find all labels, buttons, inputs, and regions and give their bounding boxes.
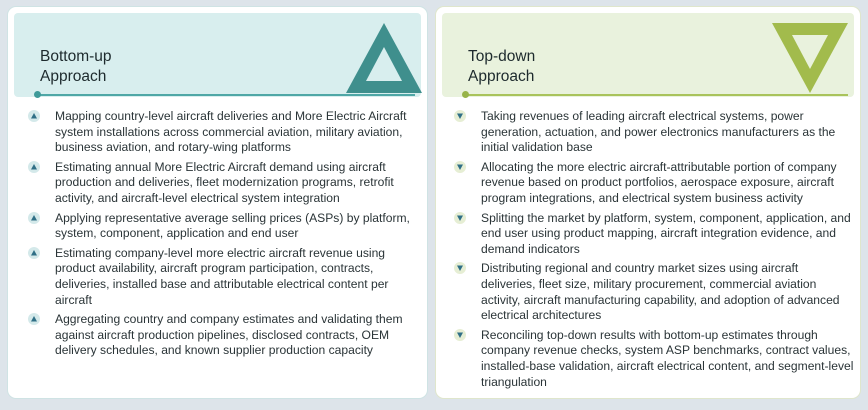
- list-item: [28, 211, 423, 242]
- list-item: [454, 160, 854, 207]
- bottom-up-list: [28, 109, 423, 363]
- top-down-header: [442, 13, 854, 97]
- triangle-down-bullet-icon: [454, 262, 466, 274]
- triangle-down-bullet-icon: [454, 161, 466, 173]
- list-item: [28, 109, 423, 156]
- triangle-up-bullet-icon: [28, 247, 40, 259]
- top-down-panel: [435, 6, 861, 399]
- bottom-up-item-text: Mapping country-level aircraft deliveries and More Electric Aircraft system installations across commercial aviation, military aviation, business aviation, and rotary-wing platforms: [55, 109, 407, 155]
- top-down-item-text: Reconciling top-down results with bottom-up estimates through company revenue checks, system ASP benchmarks, contract values, installed-base validation, aircraft electrical content, and segment-level triangulation: [481, 327, 854, 389]
- top-down-header-rule: [464, 94, 848, 96]
- list-item: [454, 261, 854, 323]
- list-item: [454, 211, 854, 258]
- list-item: [28, 312, 423, 359]
- triangle-down-bullet-icon: [454, 110, 466, 122]
- bottom-up-title: Bottom-up Approach: [40, 48, 112, 85]
- list-item: [28, 160, 423, 207]
- bottom-up-item-text: Applying representative average selling prices (ASPs) by platform, system, component, application and end user: [55, 210, 410, 241]
- top-down-list: [454, 109, 854, 394]
- bottom-up-header: [14, 13, 421, 97]
- list-item: [454, 328, 854, 390]
- top-down-item-text: Splitting the market by platform, system, component, application, and end user using product mapping, aircraft integration evidence, and demand indicators: [481, 210, 851, 256]
- triangle-up-icon: [342, 17, 426, 97]
- top-down-item-text: Allocating the more electric aircraft-attributable portion of company revenue based on product portfolios, aerospace exposure, aircraft program integrations, and electrical system business activity: [481, 159, 837, 205]
- bottom-up-header-rule: [36, 94, 415, 96]
- triangle-up-bullet-icon: [28, 313, 40, 325]
- bottom-up-rule-dot: [34, 91, 41, 98]
- bottom-up-panel: [7, 6, 428, 399]
- bottom-up-item-text: Aggregating country and company estimates and validating them against aircraft production pipelines, disclosed contracts, OEM delivery schedules, and known supplier production capacity: [55, 312, 403, 358]
- top-down-rule-dot: [462, 91, 469, 98]
- triangle-down-bullet-icon: [454, 329, 466, 341]
- top-down-title: Top-down Approach: [468, 48, 536, 85]
- top-down-item-text: Taking revenues of leading aircraft electrical systems, power generation, actuation, and power electronics manufacturers as the initial validation base: [481, 109, 836, 155]
- top-down-item-text: Distributing regional and country market sizes using aircraft deliveries, fleet size, military procurement, commercial aviation activity, aircraft manufacturing capability, and adoption of advanced electrical architectures: [481, 261, 840, 323]
- bottom-up-item-text: Estimating annual More Electric Aircraft demand using aircraft production and deliveries, fleet modernization programs, retrofit activity, and aircraft-level electrical system integration: [55, 159, 394, 205]
- triangle-up-bullet-icon: [28, 110, 40, 122]
- bottom-up-item-text: Estimating company-level more electric aircraft revenue using product availability, aircraft program participation, contracts, deliveries, installed base and attributable electrical content per aircraft: [55, 245, 389, 307]
- list-item: [454, 109, 854, 156]
- triangle-down-bullet-icon: [454, 212, 466, 224]
- triangle-down-icon: [768, 17, 852, 97]
- triangle-up-bullet-icon: [28, 212, 40, 224]
- list-item: [28, 246, 423, 308]
- triangle-up-bullet-icon: [28, 161, 40, 173]
